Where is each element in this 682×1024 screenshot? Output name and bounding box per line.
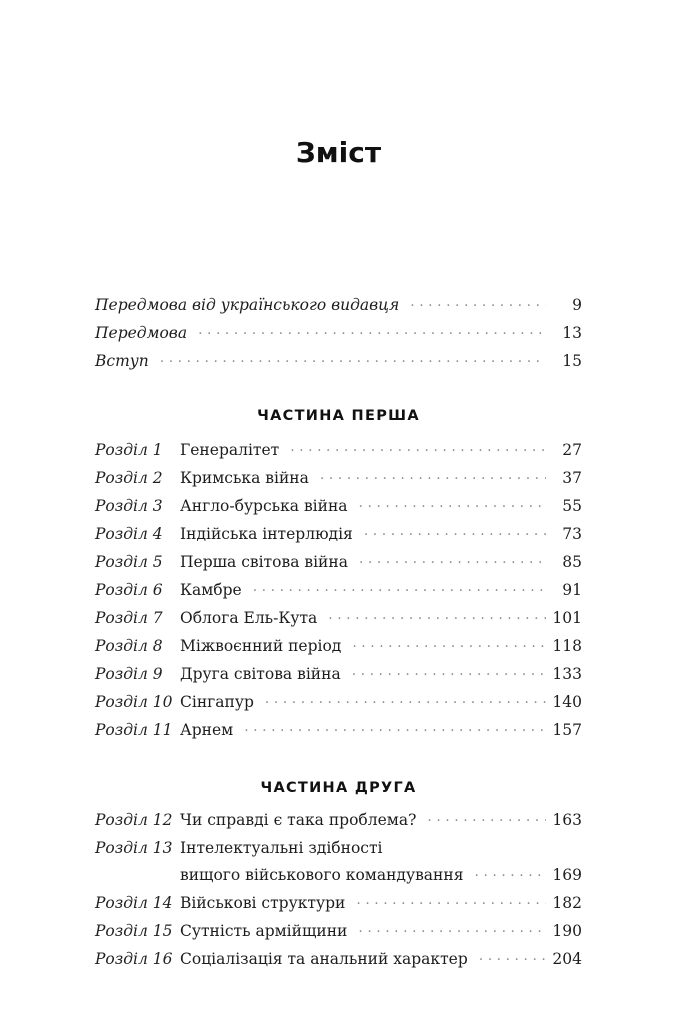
toc-entry-line	[95, 918, 582, 946]
chapter-label: Розділ 1	[95, 441, 163, 459]
section-heading: ЧАСТИНА ПЕРША	[257, 408, 420, 424]
dotted-leader	[160, 349, 546, 376]
page-number: 140	[552, 693, 582, 711]
page-number: 118	[552, 637, 582, 655]
page-number: 27	[562, 441, 582, 459]
page-number: 15	[562, 352, 582, 370]
toc-entry-line	[95, 890, 582, 918]
page-number: 163	[552, 811, 582, 829]
dotted-leader	[253, 578, 546, 605]
toc-entry-line	[95, 493, 582, 521]
toc-entry-line	[95, 348, 582, 376]
entry-title: Перша світова війна	[180, 553, 348, 571]
toc-entry-line	[95, 807, 582, 835]
toc-entry-line	[95, 835, 582, 862]
toc-entry	[95, 689, 582, 717]
chapter-label: Розділ 15	[95, 922, 173, 940]
toc-entry	[95, 717, 582, 745]
entry-title: Арнем	[180, 721, 234, 739]
page-number: 157	[552, 721, 582, 739]
entry-title: Сутність армійщини	[180, 922, 348, 940]
toc-entry-line	[95, 320, 582, 348]
page-title: Зміст	[295, 136, 382, 169]
chapter-label: Розділ 3	[95, 497, 163, 515]
dotted-leader	[358, 919, 546, 946]
chapter-label: Розділ 2	[95, 469, 163, 487]
entry-title: Передмова	[95, 324, 188, 342]
entry-title: Кримська війна	[180, 469, 309, 487]
entry-title: Камбре	[180, 581, 242, 599]
chapter-label: Розділ 14	[95, 894, 173, 912]
entry-title: Облога Ель-Кута	[180, 609, 318, 627]
section-heading: ЧАСТИНА ДРУГА	[260, 780, 417, 796]
dotted-leader	[198, 321, 546, 348]
dotted-leader	[356, 891, 546, 918]
toc-entry-line	[95, 549, 582, 577]
toc-entry-line	[95, 521, 582, 549]
dotted-leader	[410, 293, 546, 320]
dotted-leader	[265, 690, 546, 717]
toc-entry	[95, 292, 582, 320]
page-number: 13	[562, 324, 582, 342]
chapter-label: Розділ 11	[95, 721, 173, 739]
chapter-label: Розділ 10	[95, 693, 173, 711]
toc-entry-line	[95, 577, 582, 605]
page-number: 55	[562, 497, 582, 515]
chapter-label: Розділ 7	[95, 609, 163, 627]
page-number: 133	[552, 665, 582, 683]
chapter-label: Розділ 16	[95, 950, 173, 968]
entry-title: Інтелектуальні здібності	[180, 839, 383, 857]
toc-entry	[95, 918, 582, 946]
dotted-leader	[320, 466, 546, 493]
entry-title: Англо-бурська війна	[180, 497, 348, 515]
page-number: 169	[552, 866, 582, 884]
page-number: 182	[552, 894, 582, 912]
front-matter-section	[95, 292, 582, 376]
toc-entry	[95, 465, 582, 493]
chapter-label: Розділ 9	[95, 665, 163, 683]
dotted-leader	[328, 606, 546, 633]
toc-entry	[95, 661, 582, 689]
page-number: 85	[562, 553, 582, 571]
dotted-leader	[359, 494, 546, 521]
toc-entry	[95, 348, 582, 376]
toc-entry-line	[95, 633, 582, 661]
entry-title: Індійська інтерлюдія	[180, 525, 353, 543]
toc-entry	[95, 493, 582, 521]
dotted-leader	[475, 863, 547, 890]
toc-entry	[95, 320, 582, 348]
entry-title: Військові структури	[180, 894, 346, 912]
entry-title: Соціалізація та анальний характер	[180, 950, 468, 968]
toc-entry-line	[95, 862, 582, 890]
dotted-leader	[290, 438, 546, 465]
entry-title: Вступ	[95, 352, 149, 370]
toc-entry	[95, 890, 582, 918]
toc-entry	[95, 549, 582, 577]
dotted-leader	[352, 662, 546, 689]
page-number: 73	[562, 525, 582, 543]
toc-entry	[95, 605, 582, 633]
toc-entry-line	[95, 689, 582, 717]
toc-entry-line	[95, 465, 582, 493]
toc-entry	[95, 633, 582, 661]
dotted-leader	[244, 718, 546, 745]
chapter-label: Розділ 6	[95, 581, 163, 599]
toc-entry	[95, 577, 582, 605]
chapter-label: Розділ 5	[95, 553, 163, 571]
toc-entry	[95, 521, 582, 549]
chapter-label: Розділ 4	[95, 525, 163, 543]
entry-title: Генералітет	[180, 441, 280, 459]
toc-entry-line	[95, 605, 582, 633]
toc-entry-line	[95, 946, 582, 974]
toc-entry	[95, 807, 582, 835]
entry-title: Сінгапур	[180, 693, 254, 711]
toc-entry	[95, 437, 582, 465]
page-number: 101	[552, 609, 582, 627]
page-number: 9	[572, 296, 582, 314]
page-number: 37	[562, 469, 582, 487]
toc-entry-line	[95, 661, 582, 689]
dotted-leader	[352, 634, 546, 661]
entry-title: Чи справді є така проблема?	[180, 811, 417, 829]
toc-entry	[95, 946, 582, 974]
dotted-leader	[359, 550, 546, 577]
page-number: 190	[552, 922, 582, 940]
chapters-section	[95, 405, 582, 974]
chapter-label: Розділ 8	[95, 637, 163, 655]
dotted-leader	[364, 522, 546, 549]
entry-title: Друга світова війна	[180, 665, 341, 683]
dotted-leader	[427, 808, 546, 835]
toc-entry	[95, 835, 582, 890]
chapter-label: Розділ 13	[95, 839, 173, 857]
page-number: 204	[552, 950, 582, 968]
entry-title: Передмова від українського видавця	[95, 296, 400, 314]
entry-title: Міжвоєнний період	[180, 637, 342, 655]
chapter-label: Розділ 12	[95, 811, 173, 829]
page-number: 91	[562, 581, 582, 599]
toc-entry-line	[95, 292, 582, 320]
toc-entry-line	[95, 437, 582, 465]
entry-title: вищого військового командування	[180, 866, 464, 884]
toc-entry-line	[95, 717, 582, 745]
dotted-leader	[479, 947, 546, 974]
